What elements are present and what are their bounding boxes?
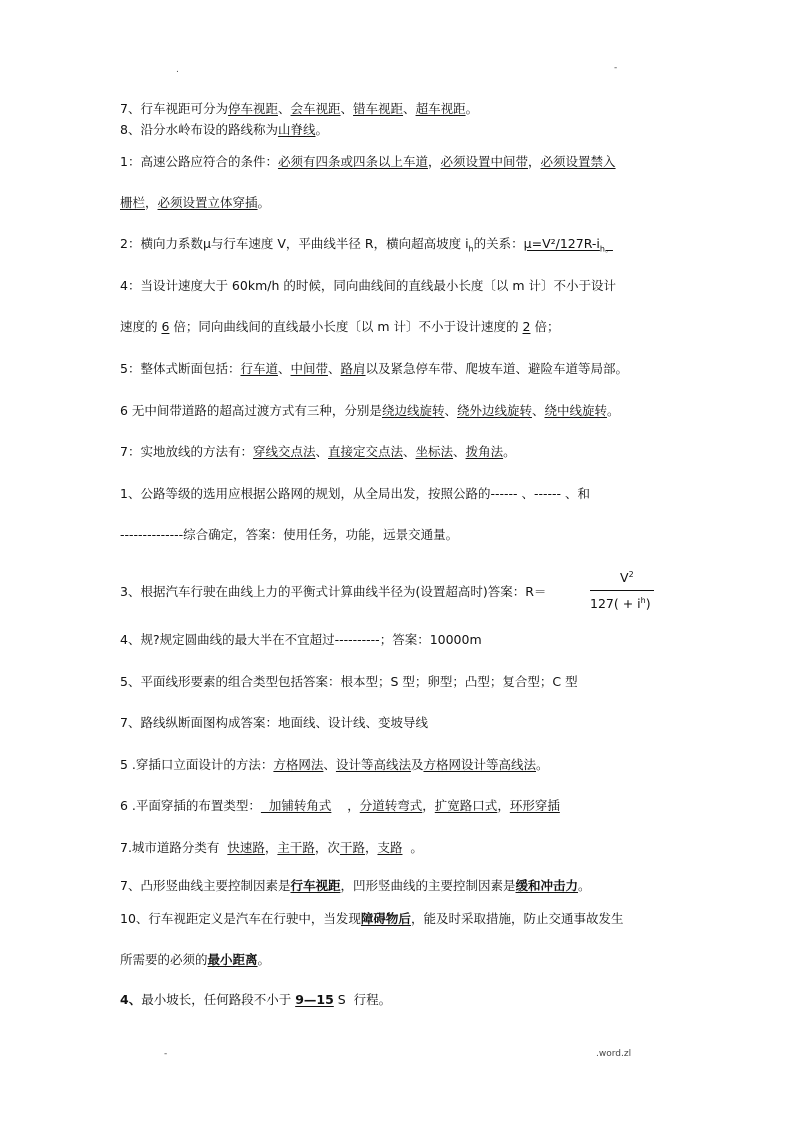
line-1: 7、行车视距可分为停车视距、会车视距、错车视距、超车视距。 <box>120 101 479 116</box>
fraction-bar <box>590 590 654 591</box>
line-7: 速度的 6 倍；同向曲线间的直线最小长度〔以 m 计〕不小于设计速度的 2 倍； <box>120 319 560 334</box>
line-2: 8、沿分水岭布设的路线称为山脊线。 <box>120 122 328 137</box>
line-18: 6 .平面穿插的布置类型： 加铺转角式 ，分道转弯式，扩宽路口式，环形穿插 <box>120 798 560 813</box>
line-16: 7、路线纵断面图构成答案：地面线、设计线、变坡导线 <box>120 715 428 730</box>
line-19: 7.城市道路分类有 快速路，主干路，次干路，支路 。 <box>120 840 423 855</box>
formula-denominator: $127( + i^h)$ <box>590 596 651 612</box>
line-9: 6 无中间带道路的超高过渡方式有三种，分别是绕边线旋转、绕外边线旋转、绕中线旋转。 <box>120 403 620 418</box>
line-5: 2：横向力系数μ与行车速度 V，平曲线半径 R，横向超高坡度 $i_h$的关系：$\mu=V^2/127R-i_{h。}$ <box>120 236 613 254</box>
line-11: 1、公路等级的选用应根据公路网的规划，从全局出发，按照公路的------ 、------ 、和 <box>120 486 591 501</box>
line-10: 7：实地放线的方法有：穿线交点法、直接定交点法、坐标法、拨角法。 <box>120 444 516 459</box>
line-14: 4、规?规定圆曲线的最大半在不宜超过----------；答案：10000m <box>120 632 482 647</box>
formula-numerator: $V^2$ <box>620 570 634 586</box>
footer-right-mark: .word.zl <box>596 1049 632 1059</box>
line-8: 5：整体式断面包括：行车道、中间带、路肩以及紧急停车带、爬坡车道、避险车道等局部。 <box>120 361 629 376</box>
header-right-mark: - <box>614 63 618 73</box>
line-17: 5 .穿插口立面设计的方法：方格网法、设计等高线法及方格网设计等高线法。 <box>120 757 549 772</box>
footer-left-mark: - <box>164 1049 168 1059</box>
line-20: 7、凸形竖曲线主要控制因素是行车视距，凹形竖曲线的主要控制因素是缓和冲击力。 <box>120 878 591 893</box>
line-13: 3、根据汽车行驶在曲线上力的平衡式计算曲线半径为(设置超高时)答案：R＝ <box>120 584 547 599</box>
line-21: 10、行车视距定义是汽车在行驶中，当发现障碍物后，能及时采取措施，防止交通事故发生 <box>120 911 624 926</box>
line-23: 4、最小坡长，任何路段不小于 9—15 S 行程。 <box>120 992 392 1007</box>
line-12: --------------综合确定，答案：使用任务，功能，远景交通量。 <box>120 527 459 542</box>
line-4: 栅栏，必须设置立体穿插。 <box>120 195 271 210</box>
header-left-mark: . <box>176 65 179 75</box>
line-3: 1：高速公路应符合的条件：必须有四条或四条以上车道，必须设置中间带，必须设置禁入 <box>120 154 616 169</box>
line-15: 5、平面线形要素的组合类型包括答案：根本型；S 型；卵型；凸型；复合型；C 型 <box>120 674 578 689</box>
line-6: 4：当设计速度大于 60km/h 的时候，同向曲线间的直线最小长度〔以 m 计〕不小于设计 <box>120 278 616 293</box>
line-22: 所需要的必须的最小距离。 <box>120 952 271 967</box>
